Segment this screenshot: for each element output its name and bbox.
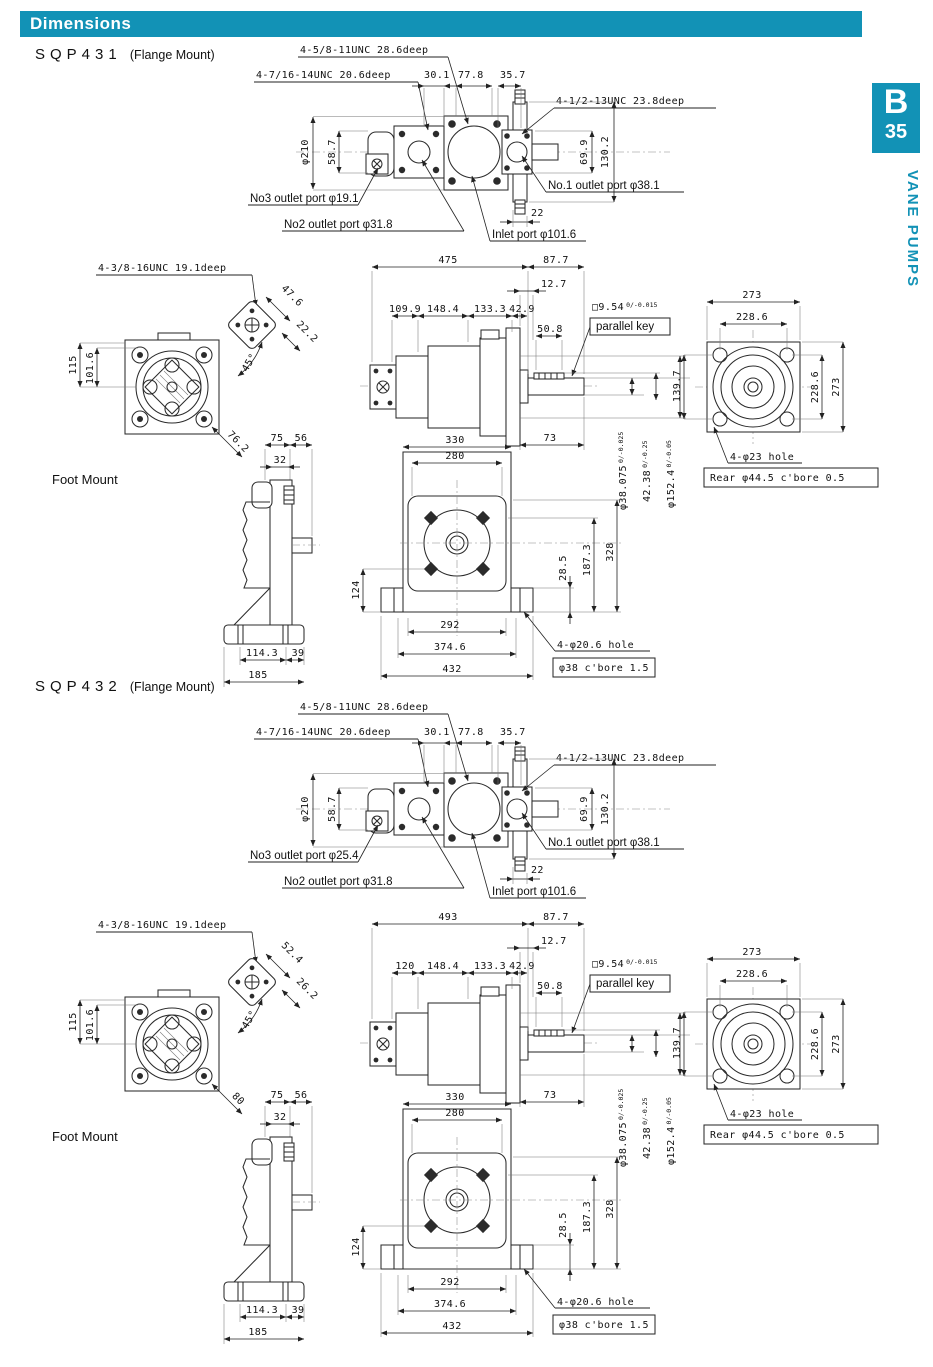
flange-view xyxy=(68,263,320,457)
port1-label: No.1 outlet port φ38.1 xyxy=(548,180,660,192)
dim-label: 185 xyxy=(248,670,268,681)
dim-label: 39 xyxy=(291,648,305,659)
dim-label: 292 xyxy=(440,1277,460,1288)
dim-label: 73 xyxy=(543,433,557,444)
dim-label: 22 xyxy=(531,208,544,219)
dim-label: 114.3 xyxy=(245,1305,279,1316)
dim-label: 30.1 xyxy=(424,727,450,738)
dim-label: 50.8 xyxy=(537,981,563,992)
dim-label: 47.6 xyxy=(278,283,305,310)
thread-note: 4-7/16-14UNC 20.6deep xyxy=(256,70,391,81)
dim-label: 273 xyxy=(831,1034,842,1054)
dim-label: 28.5 xyxy=(558,555,569,581)
key-height-label: $42.38^{0/-0.25}$ xyxy=(641,1097,653,1159)
dim-label: 75 xyxy=(270,1090,284,1101)
dim-label: 35.7 xyxy=(500,70,526,81)
dim-label: 28.5 xyxy=(558,1212,569,1238)
side-view xyxy=(360,255,690,510)
hole-note: 4-φ20.6 hole xyxy=(557,640,635,651)
dim-label: 58.7 xyxy=(327,796,338,822)
dim-label: 101.6 xyxy=(85,1008,96,1042)
flange-view xyxy=(68,920,320,1114)
dim-label: 109.9 xyxy=(388,304,422,315)
dim-label: 120 xyxy=(395,961,415,972)
dim-label: 130.2 xyxy=(600,135,611,169)
shaft-dia-label: $\varphi 38.075^{0/-0.025}$ xyxy=(617,431,629,510)
hole-note: 4-φ23 hole xyxy=(730,1109,795,1120)
inlet-label: Inlet port φ101.6 xyxy=(492,886,577,898)
port1-label: No.1 outlet port φ38.1 xyxy=(548,837,660,849)
plan-view xyxy=(248,45,716,241)
port3-label: No3 outlet port φ19.1 xyxy=(250,193,359,205)
foot-mount-label: Foot Mount xyxy=(52,472,118,487)
shaft-dia-label: $\varphi 38.075^{0/-0.025}$ xyxy=(617,1088,629,1167)
bore-note: Rear φ44.5 c'bore 0.5 xyxy=(710,473,845,484)
dim-label: 12.7 xyxy=(541,936,567,947)
parallel-key-label: parallel key xyxy=(596,321,655,333)
thread-note: 4-1/2-13UNC 23.8deep xyxy=(556,753,685,764)
dim-label: 280 xyxy=(445,451,465,462)
dim-label: 52.4 xyxy=(278,940,305,967)
thread-note: 4-5/8-11UNC 28.6deep xyxy=(300,702,429,713)
dim-label: 280 xyxy=(445,1108,465,1119)
thread-note: 4-7/16-14UNC 20.6deep xyxy=(256,727,391,738)
dim-label: 26.2 xyxy=(293,976,320,1003)
dim-label: 328 xyxy=(605,1199,616,1219)
angle-label: 45° xyxy=(240,1008,260,1031)
dim-label: 328 xyxy=(605,542,616,562)
dim-label: 273 xyxy=(831,377,842,397)
dim-label: 32 xyxy=(273,455,287,466)
dim-label: 374.6 xyxy=(433,642,467,653)
model-name: SQP432 xyxy=(35,678,122,695)
foot-mount-view xyxy=(52,433,655,687)
dim-label: 185 xyxy=(248,1327,268,1338)
model-name: SQP431 xyxy=(35,46,122,63)
foot-mount-view xyxy=(52,1090,655,1344)
dim-label: 228.6 xyxy=(810,1027,821,1061)
dim-label: 50.8 xyxy=(537,324,563,335)
dim-label: 87.7 xyxy=(543,255,569,266)
dim-label: 69.9 xyxy=(579,796,590,822)
dim-label: 32 xyxy=(273,1112,287,1123)
dim-label: 432 xyxy=(442,664,462,675)
dim-label: 42.9 xyxy=(509,961,535,972)
dim-label: 76.2 xyxy=(224,429,251,456)
tab-letter: B xyxy=(883,83,909,121)
mount-type: (Flange Mount) xyxy=(129,48,215,62)
pilot-dia-label: $\varphi 152.4^{0/-0.05}$ xyxy=(665,440,677,508)
dim-label: 133.3 xyxy=(473,961,507,972)
thread-note: 4-3/8-16UNC 19.1deep xyxy=(98,920,227,931)
dim-label: 58.7 xyxy=(327,139,338,165)
dim-label: 187.3 xyxy=(582,1200,593,1234)
dim-label: 22 xyxy=(531,865,544,876)
parallel-key-label: parallel key xyxy=(596,978,655,990)
dim-label: φ210 xyxy=(300,796,311,822)
dim-label: 330 xyxy=(445,1092,465,1103)
bore-note: Rear φ44.5 c'bore 0.5 xyxy=(710,1130,845,1141)
dim-label: 30.1 xyxy=(424,70,450,81)
mount-type: (Flange Mount) xyxy=(129,680,215,694)
dim-label: φ210 xyxy=(300,139,311,165)
bore-note: φ38 c'bore 1.5 xyxy=(559,1320,649,1331)
dim-label: 87.7 xyxy=(543,912,569,923)
dim-label: 77.8 xyxy=(458,70,484,81)
dim-label: 56 xyxy=(294,1090,308,1101)
page-header xyxy=(20,11,862,37)
dim-label: 124 xyxy=(351,580,362,600)
vane-pumps-vertical-label: VANE PUMPS xyxy=(904,170,921,289)
thread-note: 4-1/2-13UNC 23.8deep xyxy=(556,96,685,107)
dim-label: 133.3 xyxy=(473,304,507,315)
rear-view xyxy=(672,947,878,1144)
hole-note: 4-φ23 hole xyxy=(730,452,795,463)
key-size-label: □9.54 $^{0/-0.015}$ xyxy=(592,301,658,313)
dim-label: 292 xyxy=(440,620,460,631)
dim-label: 130.2 xyxy=(600,792,611,826)
foot-mount-label: Foot Mount xyxy=(52,1129,118,1144)
dim-label: 42.9 xyxy=(509,304,535,315)
dim-label: 273 xyxy=(742,947,762,958)
sqp432-drawings xyxy=(0,697,933,1352)
side-view xyxy=(360,912,690,1167)
dim-label: 273 xyxy=(742,290,762,301)
key-height-label: $42.38^{0/-0.25}$ xyxy=(641,440,653,502)
dim-label: 69.9 xyxy=(579,139,590,165)
dim-label: 114.3 xyxy=(245,648,279,659)
dim-label: 139.7 xyxy=(672,369,683,403)
dim-label: 73 xyxy=(543,1090,557,1101)
thread-note: 4-5/8-11UNC 28.6deep xyxy=(300,45,429,56)
dim-label: 228.6 xyxy=(735,312,769,323)
dim-label: 39 xyxy=(291,1305,305,1316)
dim-label: 374.6 xyxy=(433,1299,467,1310)
dim-label: 139.7 xyxy=(672,1026,683,1060)
page-title: Dimensions xyxy=(30,14,132,33)
dim-label: 124 xyxy=(351,1237,362,1257)
dim-label: 228.6 xyxy=(810,370,821,404)
section-title-sqp432 xyxy=(35,678,215,695)
thread-note: 4-3/8-16UNC 19.1deep xyxy=(98,263,227,274)
dim-label: 75 xyxy=(270,433,284,444)
rear-view xyxy=(672,290,878,487)
dim-label: 115 xyxy=(68,355,79,375)
dim-label: 475 xyxy=(438,255,458,266)
plan-view xyxy=(248,702,716,898)
port3-label: No3 outlet port φ25.4 xyxy=(250,850,359,862)
dim-label: 77.8 xyxy=(458,727,484,738)
dim-label: 148.4 xyxy=(426,961,460,972)
dim-label: 330 xyxy=(445,435,465,446)
dim-label: 80 xyxy=(229,1090,247,1108)
dim-label: 22.2 xyxy=(293,319,320,346)
dim-label: 493 xyxy=(438,912,458,923)
sqp431-drawings xyxy=(0,40,933,695)
inlet-label: Inlet port φ101.6 xyxy=(492,229,577,241)
dim-label: 101.6 xyxy=(85,351,96,385)
dim-label: 228.6 xyxy=(735,969,769,980)
dim-label: 148.4 xyxy=(426,304,460,315)
hole-note: 4-φ20.6 hole xyxy=(557,1297,635,1308)
dim-label: 432 xyxy=(442,1321,462,1332)
dim-label: 35.7 xyxy=(500,727,526,738)
key-size-label: □9.54 $^{0/-0.015}$ xyxy=(592,958,658,970)
pilot-dia-label: $\varphi 152.4^{0/-0.05}$ xyxy=(665,1097,677,1165)
dim-label: 187.3 xyxy=(582,543,593,577)
tab-number: 35 xyxy=(884,121,908,143)
dim-label: 56 xyxy=(294,433,308,444)
angle-label: 45° xyxy=(240,351,260,374)
port2-label: No2 outlet port φ31.8 xyxy=(284,219,393,231)
dim-label: 12.7 xyxy=(541,279,567,290)
port2-label: No2 outlet port φ31.8 xyxy=(284,876,393,888)
dim-label: 115 xyxy=(68,1012,79,1032)
bore-note: φ38 c'bore 1.5 xyxy=(559,663,649,674)
